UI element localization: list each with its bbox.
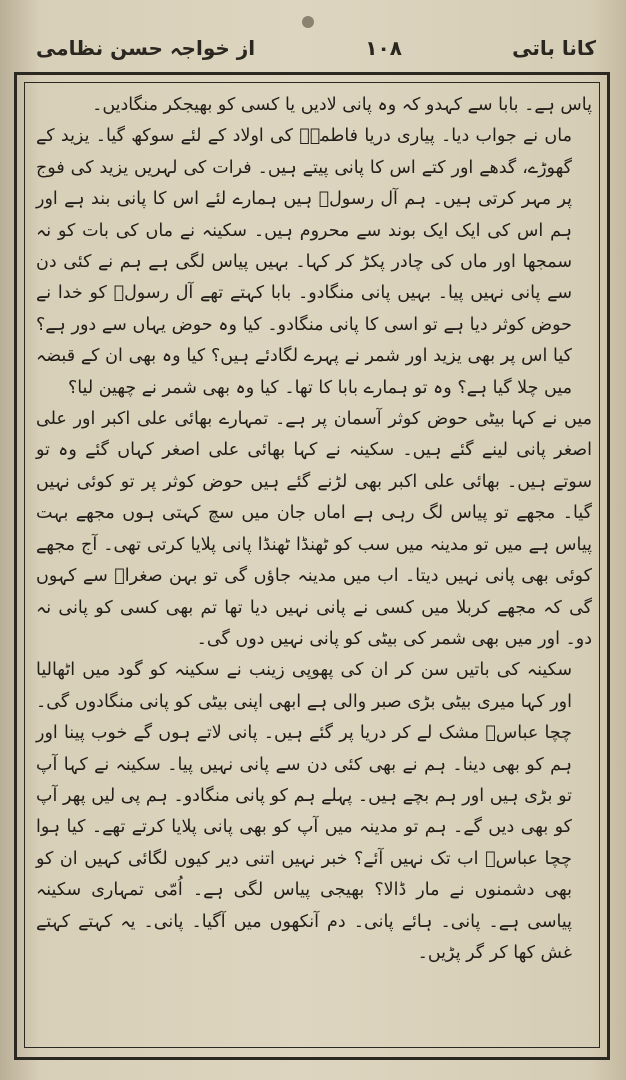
author-credit: از خواجہ حسن نظامی [36,36,256,60]
paragraph-2: ماں نے جواب دیا۔ پیاری دریا فاطمہؑ کی اولاد کے لئے سوکھ گیا۔ یزید کے گھوڑے، گدھے اور کتے اس کا پانی پیتے ہیں۔ فرات کی لہریں یزید کی فوج پر مہر کرتی ہیں۔ ہم آل رسولؐ ہیں ہمارے لئے اس کا پانی بند ہے اور ہم اس کی ایک ایک بوند سے محروم ہیں۔ سکینہ نے ماں کی بات کو نہ سمجھا اور ماں کی چادر پکڑ کر کہا۔ بہیں پیاس لگی ہے ہم نے کئی دن سے پانی نہیں پیا۔ بہیں پانی منگادو۔ بابا کہتے تھے آل رسولؐ کو خدا نے حوض کوثر دیا ہے تو اسی کا پانی منگادو۔ کیا وہ حوض یہاں سے دور ہے؟ کیا اس پر بھی یزید اور شمر نے پہرے لگادئے ہیں؟ کیا وہ بھی ان کے قبضہ میں چلا گیا ہے؟ وہ تو ہمارے بابا کا تھا۔ کیا وہ بھی شمر نے چھین لیا؟ [36,126,572,398]
book-title: کانا باتی [512,36,596,60]
body-text [36,90,592,1040]
paragraph-4: سکینہ کی باتیں سن کر ان کی پھوپی زینب نے سکینہ کو گود میں اٹھالیا اور کہا میری بیٹی بڑی صبر والی ہے ابھی اپنی بیٹی کو پانی منگادوں گی۔ چچا عباسؑ مشک لے کر دریا پر گئے ہیں۔ پانی لاتے ہوں گے خوب پینا اور ہم کو بھی دینا۔ ہم نے بھی کئی دن سے پانی نہیں پیا۔ سکینہ نے کہا آپ تو بڑی ہیں اور ہم بچے ہیں۔ پہلے ہم کو پانی منگادو۔ ہم پی لیں پھر آپ کو بھی دیں گے۔ ہم تو مدینہ میں آپ کو بھی پانی پلایا کرتے تھے۔ کیا ہوا چچا عباسؑ اب تک نہیں آئے؟ خبر نہیں اتنی دیر کیوں لگائی کہیں ان کو بھی دشمنوں نے مار ڈالا؟ بھیجی پیاس لگی ہے۔ اُمّی تمہاری سکینہ پیاسی ہے۔ پانی۔ ہائے پانی۔ دم آنکھوں میں آگیا۔ پانی۔ یہ کہتے کہتے غش کھا کر گر پڑیں۔ [36,660,572,963]
page-number: ۱۰۸ [365,36,402,60]
binding-hole [302,16,314,28]
paragraph-1: پاس ہے۔ بابا سے کہدو کہ وہ پانی لادیں یا کسی کو بھیجکر منگادیں۔ [92,95,592,115]
paragraph-3: میں نے کہا بیٹی حوض کوثر آسمان پر ہے۔ تمہارے بھائی علی اکبر اور علی اصغر پانی لینے گئے ہیں۔ سکینہ نے کہا بھائی علی اصغر کہاں گئے وہ تو سوتے ہیں۔ بھائی علی اکبر بھی لڑنے گئے ہیں حوض کوثر پر تو کوئی نہیں گیا۔ مجھے تو پیاس لگ رہی ہے اماں جان میں سچ کہتی ہوں مجھے بہت پیاس ہے میں تو مدینہ میں سب کو ٹھنڈا ٹھنڈا پانی پلایا کرتی تھی۔ آج مجھے کوئی بھی پانی نہیں دیتا۔ اب میں مدینہ جاؤں گی تو بہن صغراؑ سے کہوں گی کہ مجھے کربلا میں کسی نے پانی نہیں دیا تھا تم بھی کسی کو پانی نہ دو۔ اور میں بھی شمر کی بیٹی کو پانی نہیں دوں گی۔ [36,409,592,649]
page-header [36,28,596,68]
